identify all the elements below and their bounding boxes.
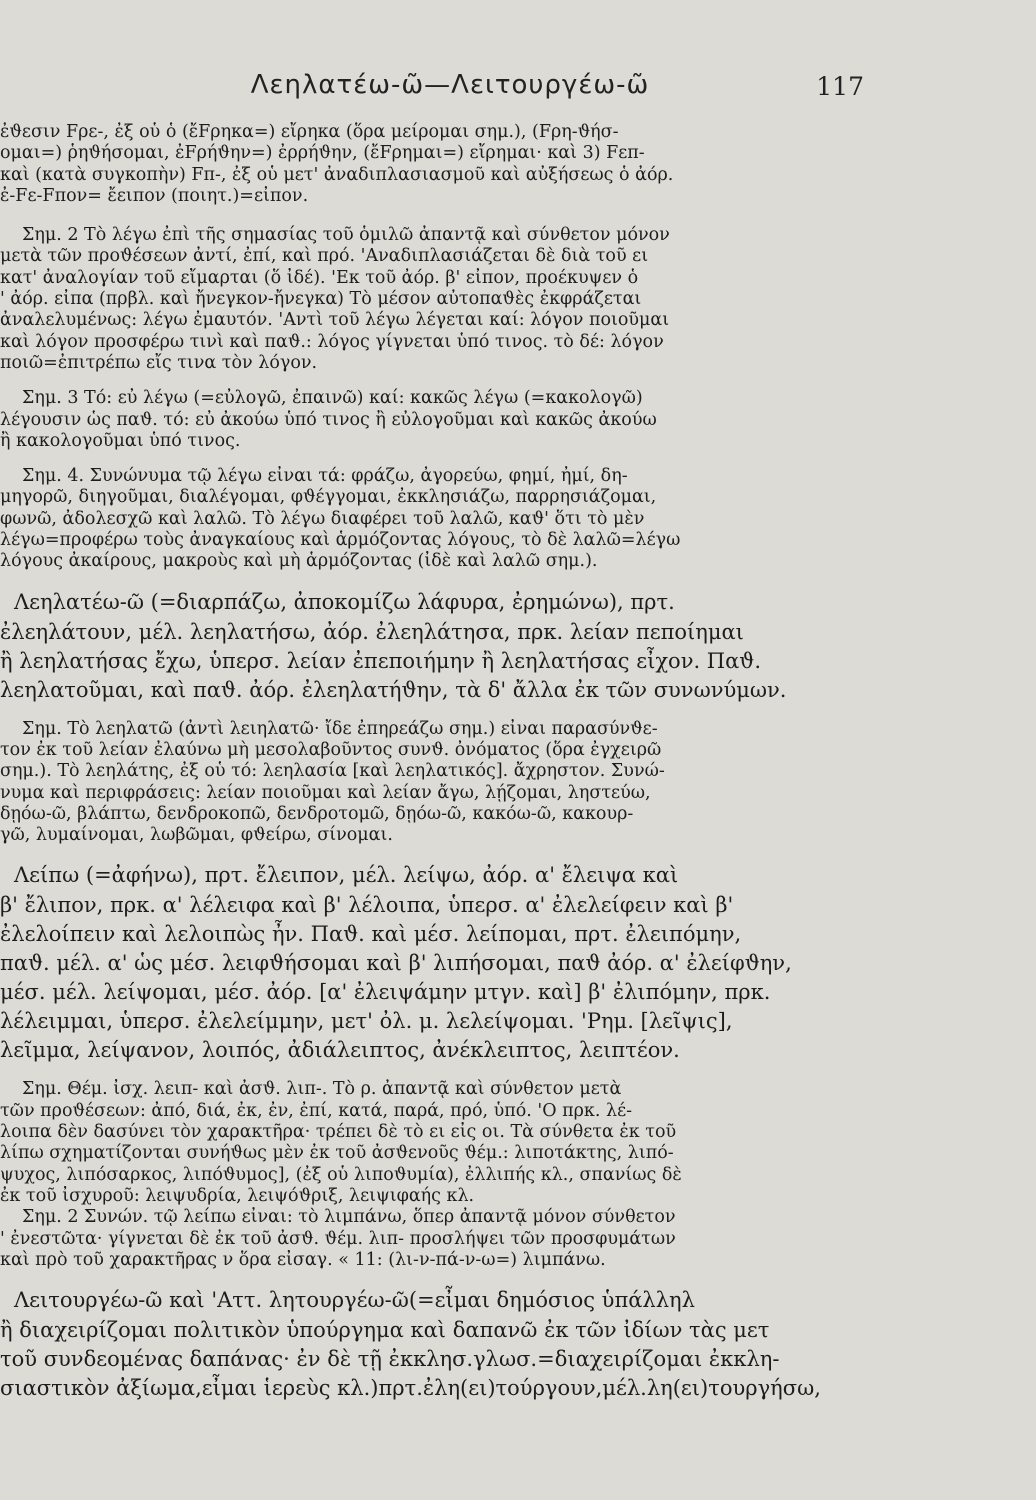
entry-line: β' ἔλιπον, πρκ. α' λέλειφα καὶ β' λέλοιπα, ὑπερσ. α' ἐλελείφειν καὶ β' (0, 893, 734, 918)
entry-line: παϑ. μέλ. α' ὡς μέσ. λειφϑήσομαι καὶ β' λιπήσομαι, παϑ ἀόρ. α' ἐλείφϑην, (0, 951, 792, 976)
text-line: Σημ. 2 Τὸ λέγω ἐπὶ τῆς σημασίας τοῦ ὁμιλῶ ἀπαντᾷ καὶ σύνθετον μόνον (22, 225, 670, 246)
text-line: λέγω=προφέρω τοὺς ἀναγκαίους καὶ ἁρμόζοντας λόγους, τὸ δὲ λαλῶ=λέγω (0, 530, 681, 551)
text-line: καὶ (κατὰ συγκοπὴν) Fπ-, ἐξ οὗ μετ' ἀναδιπλασιασμοῦ καὶ αὐξήσεως ὁ ἀόρ. (0, 164, 674, 185)
text-line: δῃόω-ῶ, βλάπτω, δενδροκοπῶ, δενδροτομῶ, δῃόω-ῶ, κακόω-ῶ, κακουρ- (0, 803, 634, 824)
text-line: ' ἐνεστῶτα· γίγνεται δὲ ἐκ τοῦ ἀσϑ. ϑέμ. λιπ- προσλήψει τῶν προσφυμάτων (0, 1228, 676, 1249)
text-line: μηγορῶ, διηγοῦμαι, διαλέγομαι, φϑέγγομαι, ἐκκλησιάζω, παρρησιάζομαι, (0, 487, 657, 508)
text-line: Σημ. Τὸ λεηλατῶ (ἀντὶ λειηλατῶ· ἴδε ἐπηρεάζω σημ.) εἶναι παρασύνϑε- (22, 718, 658, 739)
entry-leilateo-note (0, 719, 895, 847)
text-line: ψυχος, λιπόσαρκος, λιπόϑυμος], (ἐξ οὗ λιποϑυμία), ἐλλιπής κλ., σπανίως δὲ (0, 1164, 682, 1185)
text-line: καὶ πρὸ τοῦ χαρακτῆρας ν ὅρα εἰσαγ. « 11: (λι-ν-πά-ν-ω=) λιμπάνω. (0, 1249, 606, 1270)
page-number: 117 (816, 72, 864, 101)
running-title: Λεηλατέω-ῶ—Λειτουργέω-ῶ (250, 70, 650, 100)
text-line: κατ' ἀναλογίαν τοῦ εἴμαρται (ὅ ἰδέ). 'Εκ τοῦ ἀόρ. β' εἶπον, προέκυψεν ὁ (0, 267, 639, 288)
entry-leipo-note-1 (0, 1079, 895, 1207)
entry-line: λεηλατοῦμαι, καὶ παϑ. ἀόρ. ἐλεηλατήϑην, τὰ δ' ἄλλα ἐκ τῶν συνωνύμων. (0, 677, 787, 702)
text-line: φωνῶ, ἀδολεσχῶ καὶ λαλῶ. Τὸ λέγω διαφέρει τοῦ λαλῶ, καϑ' ὅτι τὸ μὲν (0, 508, 645, 529)
text-line: ἐκ τοῦ ἰσχυροῦ: λειψυδρία, λειψόϑριξ, λειψιφαής κλ. (0, 1185, 475, 1206)
entry-leilateo (0, 587, 895, 705)
note-3-block (0, 388, 895, 452)
entry-headline: Λειτουργέω-ῶ καὶ 'Αττ. λητουργέω-ῶ(=εἶμαι δημόσιος ὑπάλληλ (14, 1288, 695, 1313)
text-line: ἀναλελυμένως: λέγω ἐμαυτόν. 'Αντὶ τοῦ λέγω λέγεται καί: λόγον ποιοῦμαι (0, 310, 670, 331)
page-header (0, 70, 1036, 110)
text-line: Σημ. 4. Συνώνυμα τῷ λέγω εἶναι τά: φράζω, ἀγορεύω, φημί, ἠμί, δη- (22, 466, 628, 487)
text-line: γῶ, λυμαίνομαι, λωβῶμαι, φϑείρω, σίνομαι. (0, 825, 393, 846)
text-line: τον ἐκ τοῦ λείαν ἐλαύνω μὴ μεσολαβοῦντος συνϑ. ὀνόματος (ὅρα ἐγχειρῶ (0, 739, 662, 760)
entry-leitourgeo (0, 1285, 895, 1403)
entry-headline: Λεηλατέω-ῶ (=διαρπάζω, ἀποκομίζω λάφυρα, ἐρημώνω), πρτ. (14, 589, 675, 614)
text-line: Σημ. Θέμ. ἰσχ. λειπ- καὶ ἀσϑ. λιπ-. Τὸ ρ. ἀπαντᾷ καὶ σύνθετον μετὰ (22, 1079, 622, 1100)
entry-line: τοῦ συνδεομένας δαπάνας· ἐν δὲ τῇ ἐκκλησ.γλωσ.=διαχειρίζομαι ἐκκλη- (0, 1347, 780, 1372)
entry-line: λεῖμμα, λείψανον, λοιπός, ἀδιάλειπτος, ἀνέκλειπτος, λειπτέον. (0, 1038, 680, 1063)
entry-line: ἐλελοίπειν καὶ λελοιπὼς ἦν. Παϑ. καὶ μέσ. λείπομαι, πρτ. ἐλειπόμην, (0, 922, 742, 947)
entry-leipo (0, 860, 895, 1065)
text-line: ἢ κακολογοῦμαι ὑπό τινος. (0, 430, 241, 451)
text-line: καὶ λόγον προσφέρω τινὶ καὶ παϑ.: λόγος γίγνεται ὑπό τινος. τὸ δέ: λόγον (0, 331, 664, 352)
text-line: ποιῶ=ἐπιτρέπω εἴς τινα τὸν λόγον. (0, 352, 318, 373)
text-line: λίπω σχηματίζονται συνήϑως μὲν ἐκ τοῦ ἀσϑενοῦς ϑέμ.: λιποτάκτης, λιπό- (0, 1143, 674, 1164)
text-line: Σημ. 2 Συνών. τῷ λείπω εἶναι: τὸ λιμπάνω, ὅπερ ἀπαντᾷ μόνον σύνθετον (22, 1207, 676, 1228)
entry-line: σιαστικὸν ἀξίωμα,εἶμαι ἱερεὺς κλ.)πρτ.ἐλη(ει)τούργουν,μέλ.λη(ει)τουργήσω, (0, 1376, 821, 1401)
entry-line: ἢ διαχειρίζομαι πολιτικὸν ὑπούργημα καὶ δαπανῶ ἐκ τῶν ἰδίων τὰς μετ (0, 1318, 770, 1343)
entry-headline: Λείπω (=ἀφήνω), πρτ. ἔλειπον, μέλ. λείψω, ἀόρ. α' ἔλειψα καὶ (14, 863, 679, 888)
text-line: λέγουσιν ὡς παϑ. τό: εὖ ἀκούω ὑπό τινος ἢ εὐλογοῦμαι καὶ κακῶς ἀκούω (0, 409, 657, 430)
entry-line: λέλειμμαι, ὑπερσ. ἐλελείμμην, μετ' ὀλ. μ. λελείψομαι. 'Ρημ. [λεῖψις], (0, 1009, 733, 1034)
text-line: σημ.). Τὸ λεηλάτης, ἐξ οὗ τό: λεηλασία [καὶ λεηλατικός]. ἄχρηστον. Συνώ- (0, 761, 665, 782)
note-4-block (0, 466, 895, 572)
text-line: τῶν προϑέσεων: ἀπό, διά, ἐκ, ἐν, ἐπί, κατά, παρά, πρό, ὑπό. 'Ο πρκ. λέ- (0, 1100, 633, 1121)
page-body (0, 122, 895, 1403)
text-line: νυμα καὶ περιφράσεις: λείαν ποιοῦμαι καὶ λείαν ἄγω, λῄζομαι, ληστεύω, (0, 782, 651, 803)
text-line: Σημ. 3 Τό: εὖ λέγω (=εὐλογῶ, ἐπαινῶ) καί: κακῶς λέγω (=κακολογῶ) (22, 388, 643, 409)
entry-line: ἐλεηλάτουν, μέλ. λεηλατήσω, ἀόρ. ἐλεηλάτησα, πρκ. λείαν πεποίημαι (0, 619, 744, 644)
text-line: ἐ-Fε-Fπον= ἔειπον (ποιητ.)=εἶπον. (0, 185, 309, 206)
note-2-block (0, 225, 895, 374)
entry-leipo-note-2 (0, 1207, 895, 1271)
text-line: ἐϑεσιν Fρε-, ἐξ οὗ ὁ (ἔFρηκα=) εἴρηκα (ὅρα μείρομαι σημ.), (Fρη-ϑήσ- (0, 122, 619, 142)
text-line: λοιπα δὲν δασύνει τὸν χαρακτῆρα· τρέπει δὲ τὸ ει εἰς οι. Τὰ σύνθετα ἐκ τοῦ (0, 1122, 677, 1143)
text-line: ομαι=) ῥηϑήσομαι, ἐFρήϑην=) ἐρρήϑην, (ἔFρημαι=) εἴρημαι· καὶ 3) Fεπ- (0, 143, 645, 164)
text-line: μετὰ τῶν προϑέσεων ἀντί, ἐπί, καὶ πρό. 'Αναδιπλασιάζεται δὲ διὰ τοῦ ει (0, 246, 649, 267)
etymology-block (0, 122, 895, 207)
entry-line: μέσ. μέλ. λείψομαι, μέσ. ἀόρ. [α' ἐλειψάμην μτγν. καὶ] β' ἐλιπόμην, πρκ. (0, 980, 771, 1005)
entry-line: ἢ λεηλατήσας ἔχω, ὑπερσ. λείαν ἐπεποιήμην ἢ λεηλατήσας εἶχον. Παϑ. (0, 648, 761, 673)
text-line: λόγους ἀκαίρους, μακροὺς καὶ μὴ ἁρμόζοντας (ἰδὲ καὶ λαλῶ σημ.). (0, 551, 598, 572)
text-line: ' ἀόρ. εἶπα (πρβλ. καὶ ἤνεγκον-ἤνεγκα) Τὸ μέσον αὐτοπαϑὲς ἐκφράζεται (0, 289, 642, 310)
